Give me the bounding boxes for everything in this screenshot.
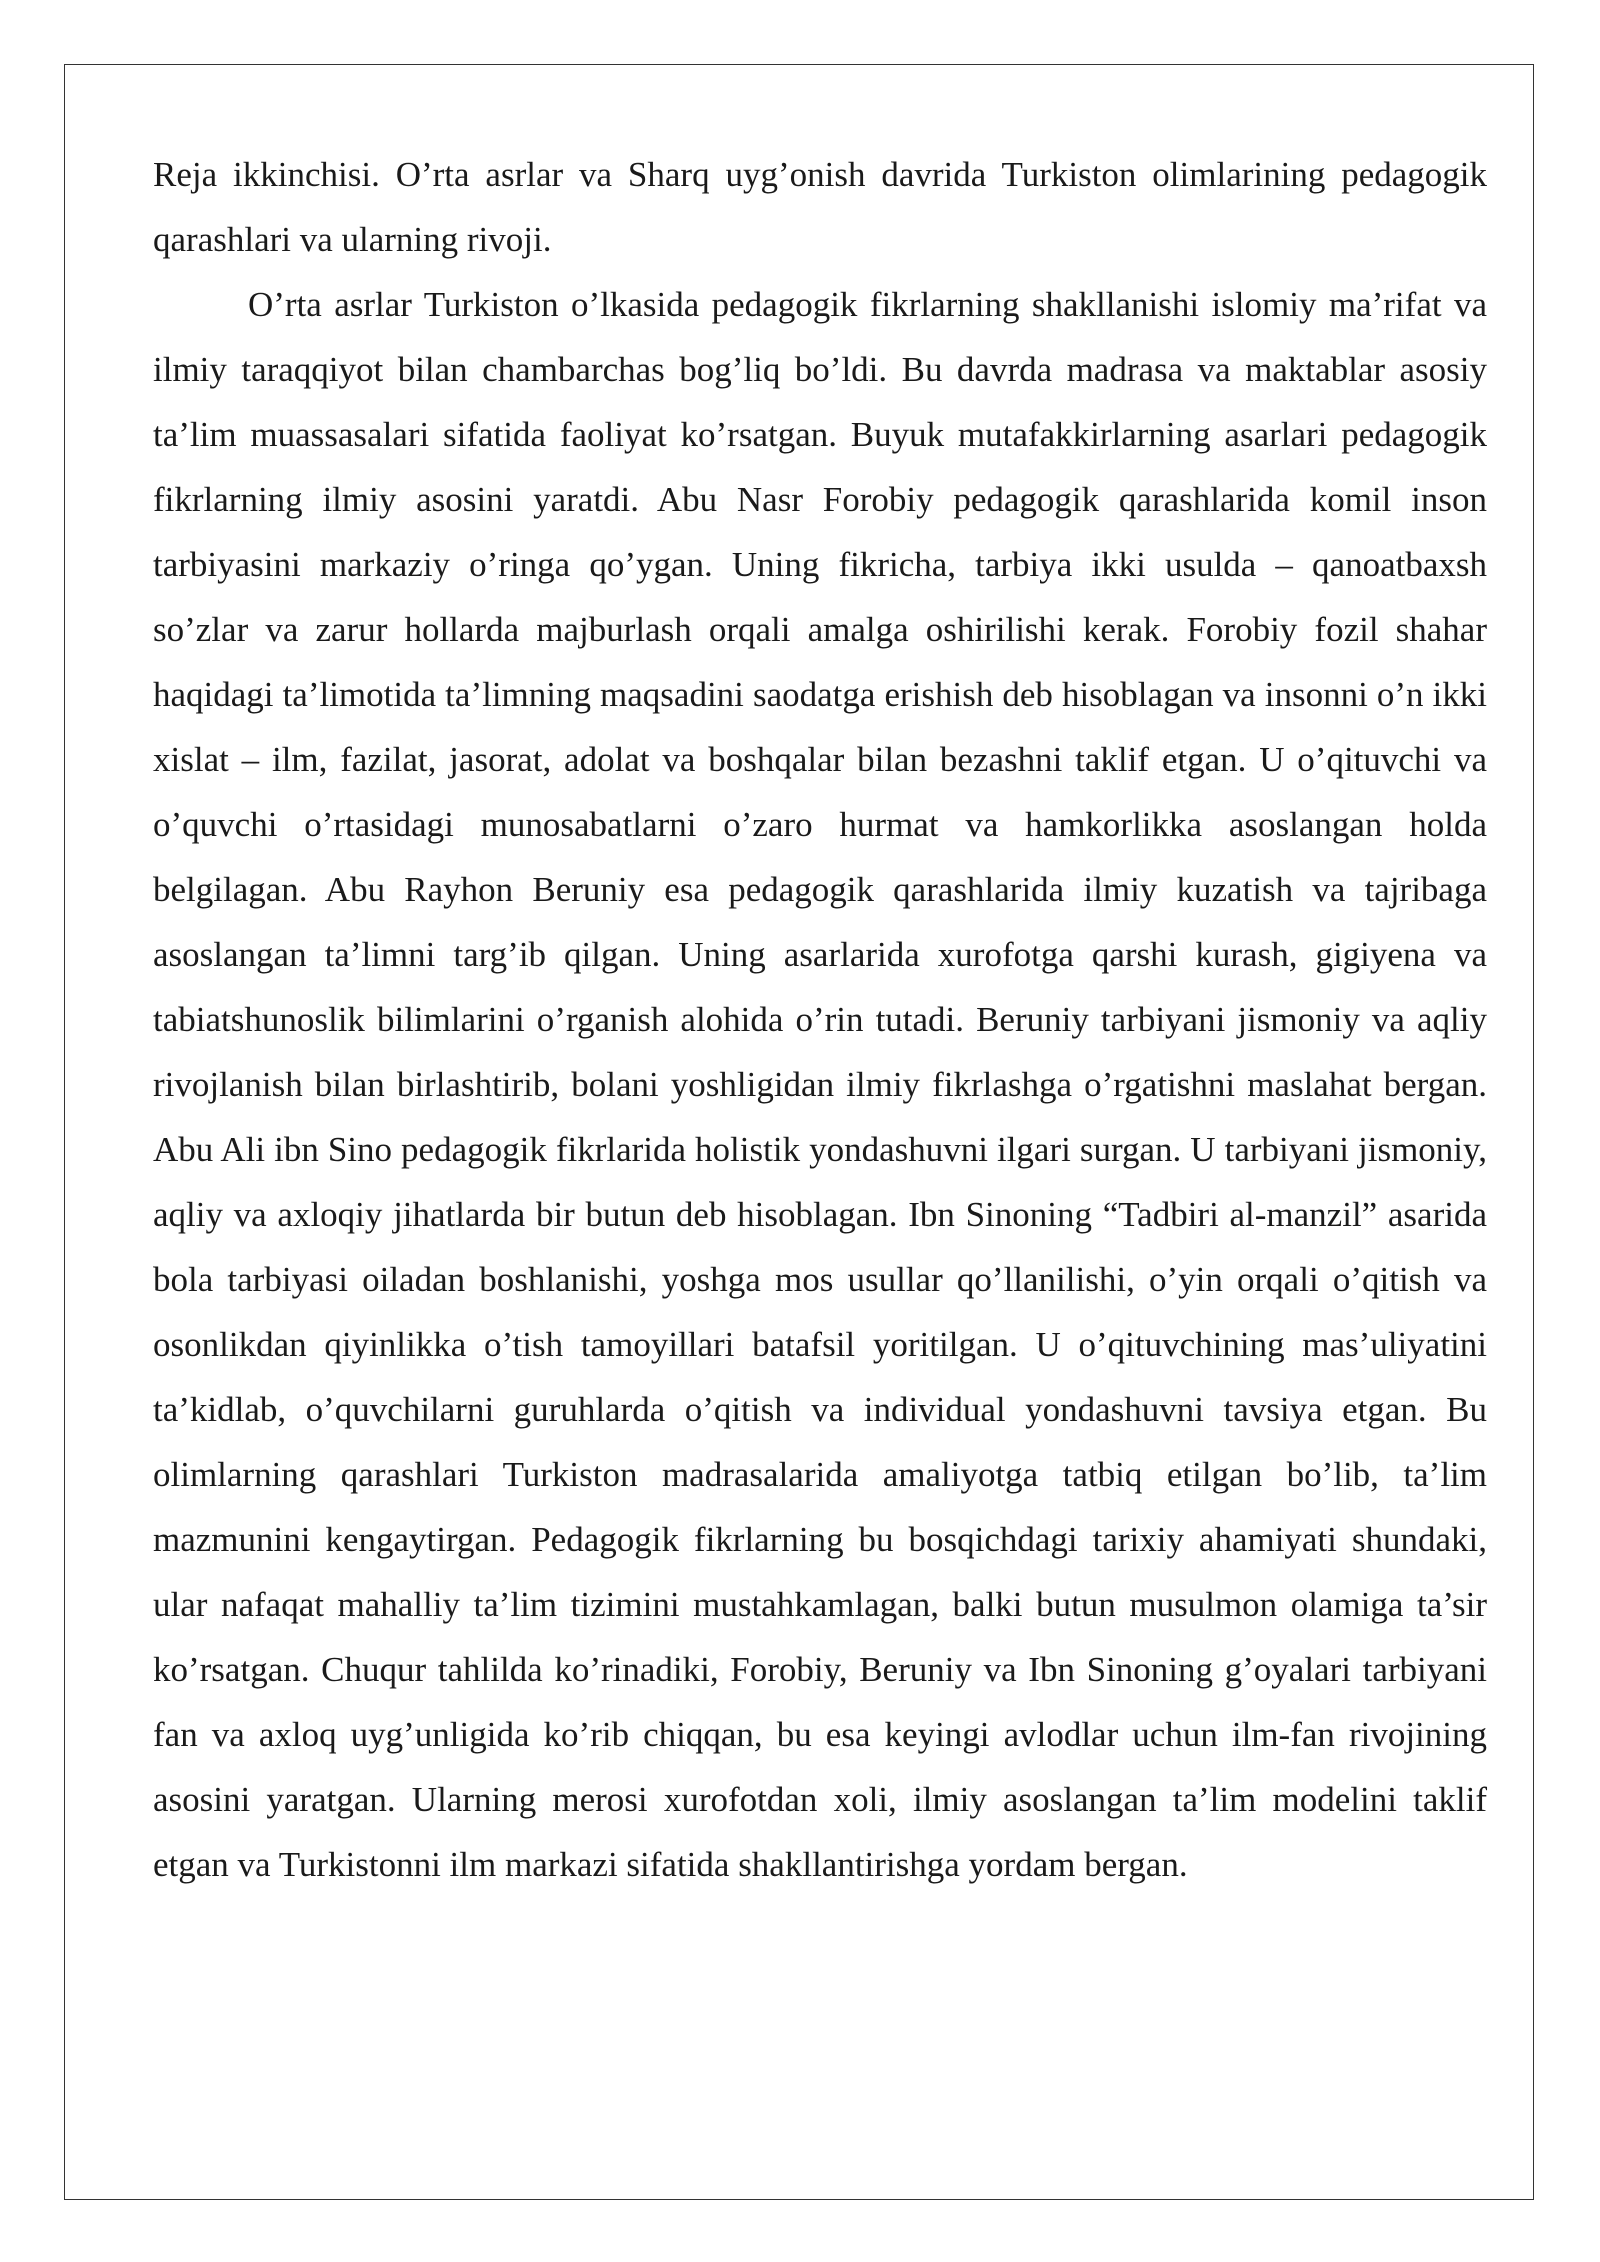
document-content: [153, 142, 1487, 1897]
body-paragraph: O’rta asrlar Turkiston o’lkasida pedagogik fikrlarning shakllanishi islomiy ma’rifat va ilmiy taraqqiyot bilan chambarchas bog’liq bo’ldi. Bu davrda madrasa va maktablar asosiy ta’lim muassasalari sifatida faoliyat ko’rsatgan. Buyuk mutafakkirlarning asarlari pedagogik fikrlarning ilmiy asosini yaratdi. Abu Nasr Forobiy pedagogik qarashlarida komil inson tarbiyasini markaziy o’ringa qo’ygan. Uning fikricha, tarbiya ikki usulda – qanoatbaxsh so’zlar va zarur hollarda majburlash orqali amalga oshirilishi kerak. Forobiy fozil shahar haqidagi ta’limotida ta’limning maqsadini saodatga erishish deb hisoblagan va insonni o’n ikki xislat – ilm, fazilat, jasorat, adolat va boshqalar bilan bezashni taklif etgan. U o’qituvchi va o’quvchi o’rtasidagi munosabatlarni o’zaro hurmat va hamkorlikka asoslangan holda belgilagan. Abu Rayhon Beruniy esa pedagogik qarashlarida ilmiy kuzatish va tajribaga asoslangan ta’limni targ’ib qilgan. Uning asarlarida xurofotga qarshi kurash, gigiyena va tabiatshunoslik bilimlarini o’rganish alohida o’rin tutadi. Beruniy tarbiyani jismoniy va aqliy rivojlanish bilan birlashtirib, bolani yoshligidan ilmiy fikrlashga o’rgatishni maslahat bergan. Abu Ali ibn Sino pedagogik fikrlarida holistik yondashuvni ilgari surgan. U tarbiyani jismoniy, aqliy va axloqiy jihatlarda bir butun deb hisoblagan. Ibn Sinoning “Tadbiri al-manzil” asarida bola tarbiyasi oiladan boshlanishi, yoshga mos usullar qo’llanilishi, o’yin orqali o’qitish va osonlikdan qiyinlikka o’tish tamoyillari batafsil yoritilgan. U o’qituvchining mas’uliyatini ta’kidlab, o’quvchilarni guruhlarda o’qitish va individual yondashuvni tavsiya etgan. Bu olimlarning qarashlari Turkiston madrasalarida amaliyotga tatbiq etilgan bo’lib, ta’lim mazmunini kengaytirgan. Pedagogik fikrlarning bu bosqichdagi tarixiy ahamiyati shundaki, ular nafaqat mahalliy ta’lim tizimini mustahkamlagan, balki butun musulmon olamiga ta’sir ko’rsatgan. Chuqur tahlilda ko’rinadiki, Forobiy, Beruniy va Ibn Sinoning g’oyalari tarbiyani fan va axloq uyg’unligida ko’rib chiqqan, bu esa keyingi avlodlar uchun ilm-fan rivojining asosini yaratgan. Ularning merosi xurofotdan xoli, ilmiy asoslangan ta’lim modelini taklif etgan va Turkistonni ilm markazi sifatida shakllantirishga yordam bergan.: [153, 285, 1487, 1884]
section-heading: Reja ikkinchisi. O’rta asrlar va Sharq uyg’onish davrida Turkiston olimlarining pedagogik qarashlari va ularning rivoji.: [153, 155, 1487, 259]
